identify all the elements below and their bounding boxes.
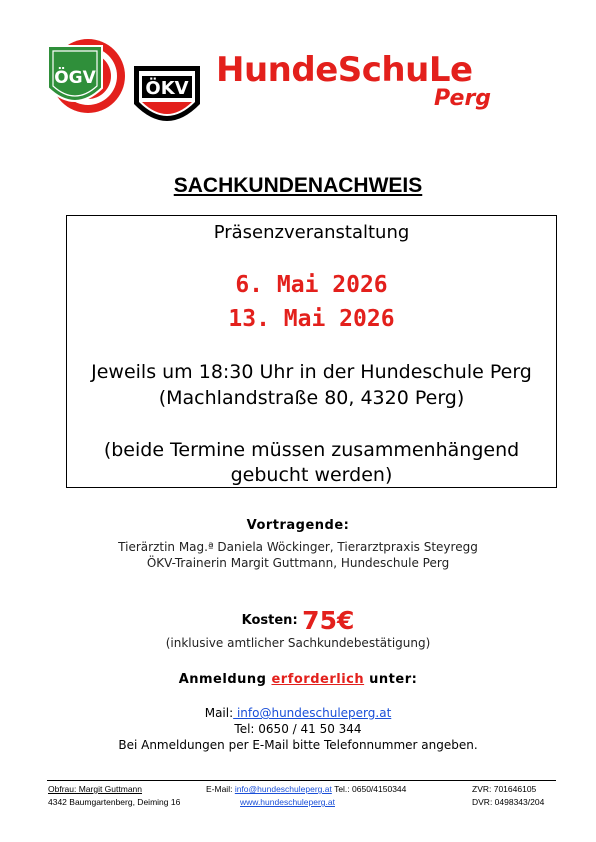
- event-location-line-1: Jeweils um 18:30 Uhr in der Hundeschule Perg: [91, 361, 532, 383]
- speakers-heading: Vortragende:: [246, 518, 350, 533]
- ogv-logo-text: ÖGV: [54, 68, 96, 88]
- registration-mail: [0, 706, 596, 720]
- event-date-2: 13. Mai 2026: [228, 306, 395, 332]
- speaker-2: ÖKV-Trainerin Margit Guttmann, Hundeschule Perg: [146, 556, 450, 570]
- footer-divider: [47, 780, 556, 781]
- brand-main-text: HundeSchuLe: [216, 50, 473, 90]
- hundeschule-wordmark: [216, 50, 516, 120]
- ogv-logo: [44, 36, 128, 116]
- footer-email-link[interactable]: info@hundeschuleperg.at: [234, 784, 332, 794]
- cost-note: (inklusive amtlicher Sachkundebestätigung): [165, 636, 431, 650]
- footer-address: 4342 Baumgartenberg, Deiming 16: [48, 797, 181, 807]
- footer-tel: Tel.: 0650/4150344: [334, 784, 407, 794]
- page-title: SACHKUNDENACHWEIS: [173, 174, 423, 197]
- registration-tel: Tel: 0650 / 41 50 344: [234, 722, 362, 736]
- registration-required: erforderlich: [271, 672, 365, 687]
- speaker-1: Tierärztin Mag.ª Daniela Wöckinger, Tierarztpraxis Steyregg: [118, 540, 478, 554]
- footer-dvr: DVR: 0498343/204: [472, 797, 545, 807]
- registration-text-after: unter:: [364, 672, 418, 687]
- footer-zvr: ZVR: 701646105: [472, 784, 537, 794]
- event-format: Präsenzveranstaltung: [213, 222, 410, 243]
- okv-logo-text: ÖKV: [145, 78, 189, 99]
- event-location-line-2: (Machlandstraße 80, 4320 Perg): [158, 387, 465, 409]
- cost-price: 75€: [302, 606, 355, 635]
- footer-owner: Obfrau: Margit Guttmann: [48, 784, 143, 794]
- footer-email-label: E-Mail:: [206, 784, 233, 794]
- mail-link[interactable]: info@hundeschuleperg.at: [233, 706, 392, 720]
- okv-logo: [132, 64, 202, 138]
- registration-text-before: Anmeldung: [178, 672, 272, 687]
- event-date-1: 6. Mai 2026: [235, 272, 388, 298]
- cost-label: Kosten:: [241, 613, 298, 628]
- footer-email-row: [206, 784, 406, 794]
- cost-line: [0, 606, 596, 635]
- registration-hint: Bei Anmeldungen per E-Mail bitte Telefonnummer angeben.: [118, 738, 478, 752]
- event-box: [66, 215, 557, 488]
- registration-heading: [0, 672, 596, 687]
- event-note-line-1: (beide Termine müssen zusammenhängend: [103, 439, 520, 461]
- mail-label: Mail:: [204, 706, 234, 720]
- event-note-line-2: gebucht werden): [230, 464, 393, 486]
- brand-sub-text: Perg: [434, 86, 492, 111]
- footer-web-link[interactable]: www.hundeschuleperg.at: [240, 797, 335, 807]
